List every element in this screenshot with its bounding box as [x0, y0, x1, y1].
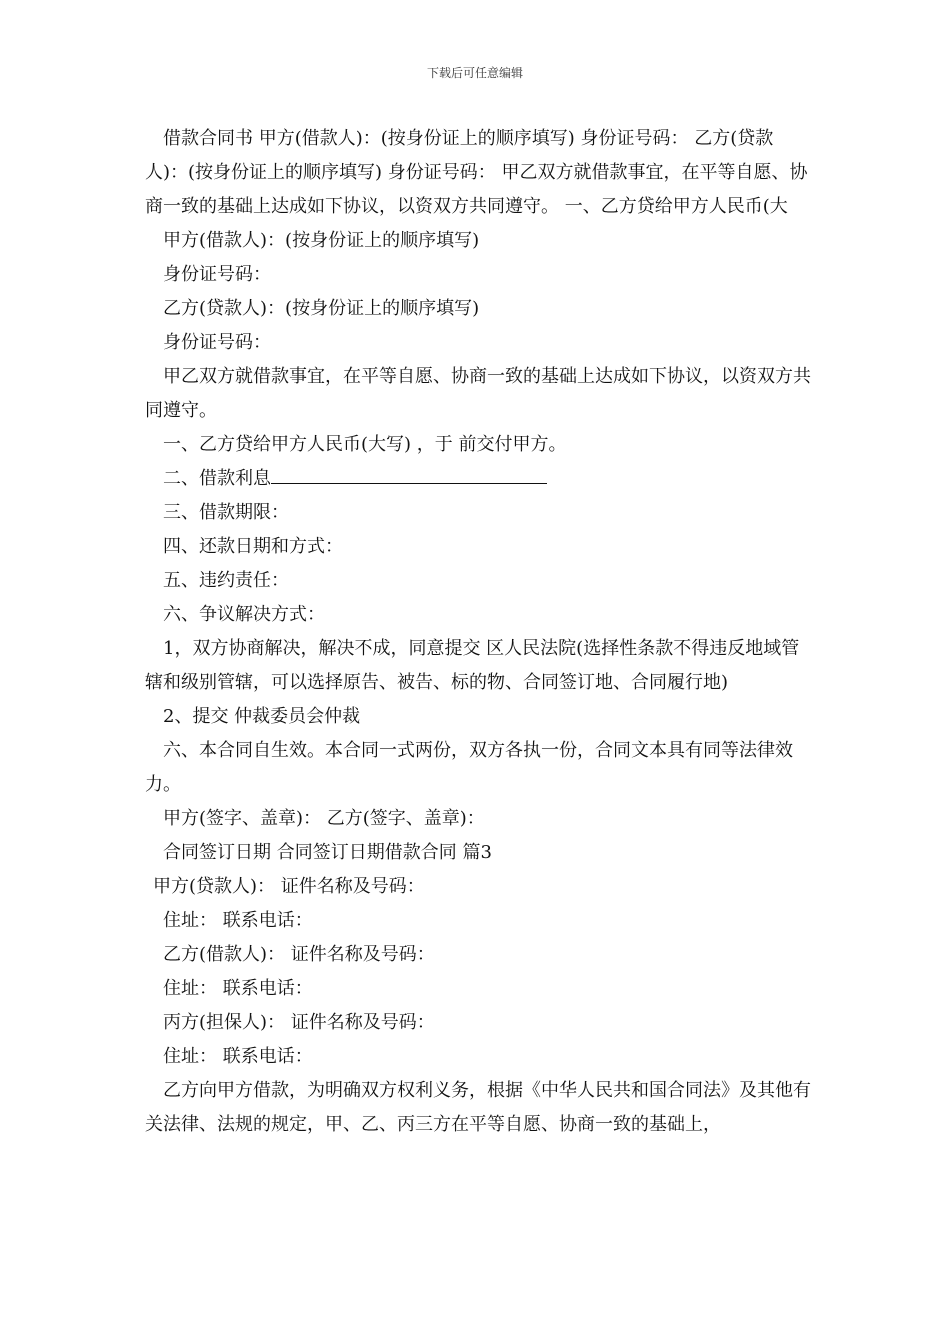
paragraph-id-number-a: 身份证号码：: [163, 264, 271, 285]
paragraph-id-number-b: 身份证号码：: [163, 332, 271, 353]
page-header-note: 下载后可任意编辑: [426, 66, 523, 80]
paragraph-effectiveness: 六、本合同自生效。本合同一式两份，双方各执一份，合同文本具有同等法律效力。: [145, 740, 793, 795]
paragraph-lender-a: 甲方(贷款人)： 证件名称及号码：: [153, 876, 425, 897]
paragraph-clause-4: 四、还款日期和方式：: [163, 536, 343, 557]
paragraph-signatures: 甲方(签字、盖章)： 乙方(签字、盖章)：: [163, 808, 485, 829]
paragraph-address-b: 住址： 联系电话：: [163, 978, 313, 999]
paragraph-dispute-option-1: 1，双方协商解决，解决不成，同意提交 区人民法院(选择性条款不得违反地域管辖和级别管辖，可以选择原告、被告、标的物、合同签订地、合同履行地): [145, 638, 800, 693]
paragraph-clause-6: 六、争议解决方式：: [163, 604, 325, 625]
paragraph-party-b: 乙方(贷款人)：(按身份证上的顺序填写): [163, 298, 480, 319]
paragraph-clause-2: [145, 462, 815, 496]
paragraph-contract-summary: 借款合同书 甲方(借款人)：(按身份证上的顺序填写) 身份证号码： 乙方(贷款人)：(按身份证上的顺序填写) 身份证号码： 甲乙双方就借款事宜，在平等自愿、协商一致的基础上达成如下协议，以资双方共同遵守。 一、乙方贷给甲方人民币(大: [145, 128, 808, 217]
document-body: [145, 122, 815, 1142]
paragraph-party-a: 甲方(借款人)：(按身份证上的顺序填写): [163, 230, 480, 251]
paragraph-borrower-b: 乙方(借款人)： 证件名称及号码：: [163, 944, 435, 965]
paragraph-signing-date: 合同签订日期 合同签订日期借款合同 篇3: [163, 842, 492, 863]
paragraph-clause-1: 一、乙方贷给甲方人民币(大写) ，于 前交付甲方。: [163, 434, 567, 455]
paragraph-agreement: 甲乙双方就借款事宜，在平等自愿、协商一致的基础上达成如下协议，以资双方共同遵守。: [145, 366, 811, 421]
paragraph-dispute-option-2: 2、提交 仲裁委员会仲裁: [163, 706, 361, 727]
paragraph-address-a: 住址： 联系电话：: [163, 910, 313, 931]
paragraph-clause-3: 三、借款期限：: [163, 502, 289, 523]
clause-2-label: 二、借款利息: [163, 468, 271, 489]
paragraph-clause-5: 五、违约责任：: [163, 570, 289, 591]
interest-blank-line: [271, 463, 547, 484]
paragraph-address-c: 住址： 联系电话：: [163, 1046, 313, 1067]
paragraph-guarantor-c: 丙方(担保人)： 证件名称及号码：: [163, 1012, 435, 1033]
paragraph-preamble: 乙方向甲方借款，为明确双方权利义务，根据《中华人民共和国合同法》及其他有关法律、法规的规定，甲、乙、丙三方在平等自愿、协商一致的基础上，: [145, 1080, 811, 1135]
